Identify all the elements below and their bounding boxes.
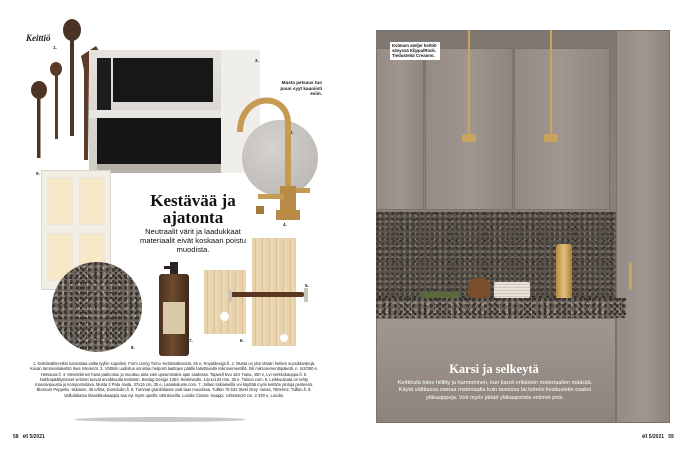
- label-9: 9.: [36, 171, 40, 176]
- headline: [118, 192, 268, 226]
- left-folio: [13, 434, 45, 440]
- label-7: 7.: [189, 338, 193, 343]
- right-issue: 5/2021: [648, 434, 665, 440]
- dish-soap-bottle: [156, 262, 192, 356]
- pendant-light-right: [544, 134, 558, 142]
- deck-text: Neutraalit värit ja laadukkaat materiaalit eivät koskaan poistu muodista.: [140, 227, 246, 254]
- left-masthead: et: [22, 434, 29, 440]
- headline-line-1: Kestävää ja: [150, 191, 236, 210]
- leather-handle-image: [226, 285, 314, 303]
- label-1: 1.: [53, 45, 57, 50]
- photo-credit: Kvänum ateljer keittiö sävyssä Klippa/Rock. Tiedustelut Creanno.: [390, 42, 440, 60]
- right-folio: [642, 434, 674, 440]
- headline-line-2: ajatonta: [162, 208, 224, 227]
- section-label: Keittiö: [26, 33, 51, 43]
- right-headline: Karsi ja selkeytä: [449, 362, 539, 376]
- upper-cabinet-3: [514, 48, 610, 210]
- right-page: [348, 0, 696, 450]
- left-issue: 5/2021: [29, 434, 45, 440]
- pendant-light-left: [462, 134, 476, 142]
- stacked-plates: [494, 282, 530, 298]
- right-masthead: et: [642, 434, 648, 440]
- label-5: 5.: [305, 283, 309, 288]
- wooden-bowl: [468, 278, 490, 298]
- upper-cabinet-1: [376, 48, 424, 210]
- label-3: 3.: [255, 58, 259, 63]
- label-2: 2.: [290, 130, 294, 135]
- stone-countertop: [376, 298, 626, 318]
- shadow-decoration: [74, 417, 246, 422]
- granite-swatch: [52, 262, 142, 352]
- kitchen-photo: [376, 30, 670, 423]
- left-page-number: 58: [13, 434, 19, 440]
- product-credits: 1. Keittiövälineetkin kannattaa valita tyyliin sopiviksi. Form Living Tomo -keittiövälineistö, 65 e, Royaldesign.fi. 2. Musta on yksi tämän hetken suosikkivärejä. Kuvan tammiviilukeittiö Ikea Intereriör. 3. Välttiön uudistus onnistuu helposti laattojen päälle laitettavalla mikrosementillä. Sili mikrosementtipaketti, n. m2/360 e, Hetsaura.fi. 4. Messinkinen hana patinoituu ja muuttuu aina vain upeammaksi ajan saatossa. Tapwell Evo 184 -hana, 450 e, Lvi-verkkokauppa.fi. 5. Nahkapäällysteiset vetimet tuovat arvokkuutta keittiöön. Beslag Design 1353 -lenkkivedin, 14x1x134 mm, 30 e, Taloon.com. 6. Leikkuulauta on tehty massiivipuusta ja kompostoitava. Musta 2 Pala -lauta, 37x15 cm, 35 e, Laatukaluste.com. 7. Jollain tiskiaineilla voi käyttää myös keittiön pintoja pestessä. Blossom Peppelis -tiskiaine, 35 e/litra, Domdodm.fi. 8. Tummat graniittitasot ovat taas muodissa. Tullkin 78 532 Steel Grey -tasoa, 750e/m2, Tullkin.fi. 9. Valkolakatuu klassikkokaappia saa nyt myös upeilla rottinkiovilla. Lundia Classic -kaappi, 149x84x30 cm, 2 330 e, Lundia.: [30, 361, 318, 398]
- label-8: 8.: [131, 345, 135, 350]
- label-6: 6.: [240, 338, 244, 343]
- right-page-number: 59: [668, 434, 674, 440]
- right-body: Keittiöstä tulee hillitty ja harmoninen, kun karsit erilaisten materiaalien määrää. Käytä välttiassa samaa materiaalia kuin tasoissa tai koteloi liesituuletin osaksi yläkaappeja. Voit myös jättää yläkaapeista vetimet pois.: [397, 380, 593, 401]
- label-4: 4.: [283, 222, 287, 227]
- caption-black-stain: Musta petsaus tuo puun syyt kauniisti esiin.: [280, 80, 322, 97]
- tall-cabinet: [616, 30, 670, 423]
- cabinet-handle: [629, 262, 632, 290]
- brass-bottle: [556, 244, 572, 300]
